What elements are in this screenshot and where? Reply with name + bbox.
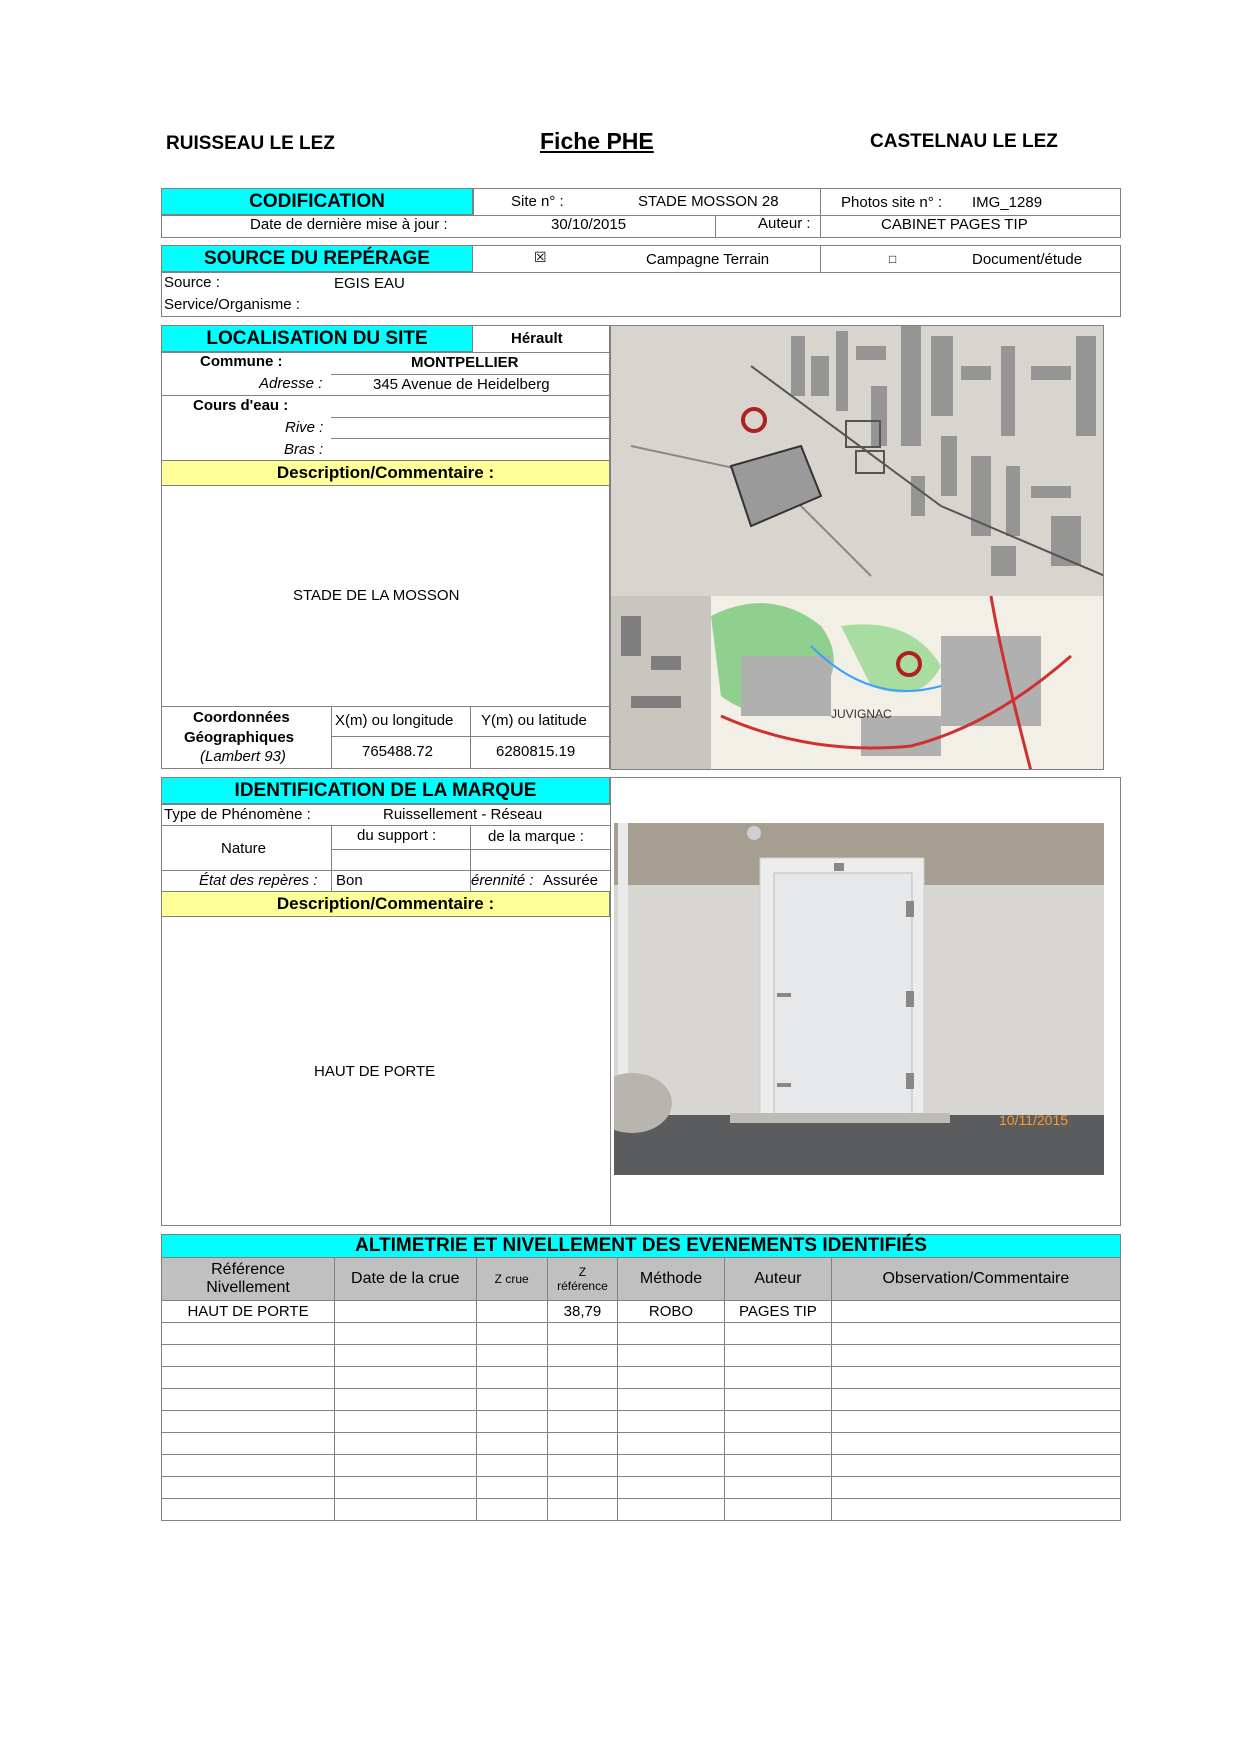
header-z-reference: Z référence (547, 1258, 617, 1301)
cell-observation (831, 1477, 1120, 1499)
table-row (162, 1345, 1121, 1367)
cell-reference (162, 1323, 335, 1345)
identification-desc-title: Description/Commentaire : (161, 891, 610, 917)
source-title: SOURCE DU REPÉRAGE (161, 245, 473, 272)
table-row (162, 1301, 1121, 1323)
rive-label: Rive : (285, 419, 324, 436)
table-row (162, 1455, 1121, 1477)
cell-z-crue (476, 1301, 547, 1323)
site-photo (614, 823, 1104, 1175)
photos-label: Photos site n° : (841, 194, 943, 211)
identification-title: IDENTIFICATION DE LA MARQUE (161, 777, 610, 804)
cell-reference (162, 1433, 335, 1455)
cell-reference (162, 1411, 335, 1433)
support-label: du support : (357, 827, 437, 844)
cell-methode (618, 1411, 725, 1433)
auteur-label: Auteur : (758, 215, 811, 232)
cell-reference (162, 1455, 335, 1477)
cell-date-crue (335, 1367, 477, 1389)
photo-date-stamp: 10/11/2015 (999, 1112, 1069, 1128)
cell-auteur (724, 1499, 831, 1521)
cell-reference (162, 1367, 335, 1389)
cell-z-crue (476, 1499, 547, 1521)
cell-methode (618, 1389, 725, 1411)
adresse-value: 345 Avenue de Heidelberg (373, 376, 550, 393)
service-label: Service/Organisme : (164, 296, 300, 313)
cell-z-reference (547, 1345, 617, 1367)
page-title: Fiche PHE (540, 128, 654, 154)
header-commune: CASTELNAU LE LEZ (870, 131, 1058, 152)
site-value: STADE MOSSON 28 (638, 193, 779, 210)
header-observation: Observation/Commentaire (831, 1258, 1120, 1301)
cell-auteur (724, 1411, 831, 1433)
table-row (162, 1499, 1121, 1521)
cell-z-reference (547, 1367, 617, 1389)
cell-z-crue (476, 1433, 547, 1455)
map-svg (611, 326, 1104, 770)
cell-z-crue (476, 1389, 547, 1411)
etat-value: Bon (336, 872, 363, 889)
y-value: 6280815.19 (496, 743, 576, 760)
nature-label: Nature (221, 840, 267, 857)
cell-z-reference (547, 1455, 617, 1477)
cell-observation (831, 1455, 1120, 1477)
source-label: Source : (164, 274, 220, 291)
table-row (162, 1389, 1121, 1411)
cell-methode (618, 1499, 725, 1521)
cell-z-crue (476, 1345, 547, 1367)
altimetrie-table (161, 1257, 1121, 1521)
header-z-crue: Z crue (476, 1258, 547, 1301)
cell-reference: HAUT DE PORTE (162, 1301, 335, 1323)
campagne-label: Campagne Terrain (646, 251, 770, 268)
x-label: X(m) ou longitude (335, 712, 454, 729)
cell-auteur: PAGES TIP (724, 1301, 831, 1323)
altimetrie-header-row (162, 1258, 1121, 1301)
cell-methode (618, 1433, 725, 1455)
cell-z-reference (547, 1323, 617, 1345)
cell-date-crue (335, 1301, 477, 1323)
cell-z-crue (476, 1411, 547, 1433)
cell-date-crue (335, 1499, 477, 1521)
cell-z-crue (476, 1367, 547, 1389)
cell-date-crue (335, 1323, 477, 1345)
commune-value: MONTPELLIER (411, 354, 519, 371)
cell-observation (831, 1389, 1120, 1411)
marque-label: de la marque : (488, 828, 584, 845)
perennite-label: érennité : (471, 872, 534, 889)
cell-reference (162, 1499, 335, 1521)
date-value: 30/10/2015 (551, 216, 627, 233)
cell-methode (618, 1367, 725, 1389)
cell-date-crue (335, 1389, 477, 1411)
cell-z-crue (476, 1323, 547, 1345)
table-row (162, 1433, 1121, 1455)
cell-z-reference (547, 1389, 617, 1411)
cell-methode (618, 1477, 725, 1499)
table-row (162, 1367, 1121, 1389)
cell-observation (831, 1433, 1120, 1455)
table-row (162, 1411, 1121, 1433)
y-label: Y(m) ou latitude (481, 712, 587, 729)
x-value: 765488.72 (362, 743, 433, 760)
identification-desc-value: HAUT DE PORTE (314, 1063, 436, 1080)
photos-value: IMG_1289 (972, 194, 1043, 211)
localisation-title: LOCALISATION DU SITE (161, 325, 473, 352)
coord-label-1: Coordonnées (193, 709, 290, 726)
cell-z-crue (476, 1455, 547, 1477)
auteur-value: CABINET PAGES TIP (881, 216, 1028, 233)
map-inset-label: JUVIGNAC (831, 707, 892, 721)
perennite-value: Assurée (543, 872, 599, 889)
header-river: RUISSEAU LE LEZ (166, 133, 335, 154)
cell-date-crue (335, 1477, 477, 1499)
location-map (610, 325, 1104, 770)
cell-z-reference: 38,79 (547, 1301, 617, 1323)
cell-reference (162, 1389, 335, 1411)
etat-label: État des repères : (199, 872, 318, 889)
table-row (162, 1323, 1121, 1345)
cell-auteur (724, 1433, 831, 1455)
cell-methode (618, 1455, 725, 1477)
document-checkbox[interactable]: □ (889, 252, 897, 266)
cell-reference (162, 1345, 335, 1367)
cell-date-crue (335, 1433, 477, 1455)
cell-z-reference (547, 1411, 617, 1433)
coord-label-3: (Lambert 93) (200, 748, 286, 765)
cell-methode (618, 1323, 725, 1345)
cell-observation (831, 1499, 1120, 1521)
cell-observation (831, 1411, 1120, 1433)
cell-reference (162, 1477, 335, 1499)
type-value: Ruissellement - Réseau (383, 806, 543, 823)
cours-eau-label: Cours d'eau : (193, 397, 289, 414)
departement-value: Hérault (511, 330, 563, 347)
bras-label: Bras : (284, 441, 324, 458)
cell-methode (618, 1345, 725, 1367)
cell-observation (831, 1301, 1120, 1323)
header-methode: Méthode (618, 1258, 725, 1301)
cell-auteur (724, 1323, 831, 1345)
header-auteur: Auteur (724, 1258, 831, 1301)
coord-label-2: Géographiques (184, 729, 295, 746)
adresse-label: Adresse : (259, 375, 323, 392)
cell-auteur (724, 1477, 831, 1499)
localisation-desc-title: Description/Commentaire : (161, 460, 610, 486)
cell-observation (831, 1367, 1120, 1389)
cell-z-reference (547, 1477, 617, 1499)
cell-auteur (724, 1389, 831, 1411)
service-value: EGIS EAU (334, 275, 405, 292)
cell-auteur (724, 1455, 831, 1477)
cell-observation (831, 1345, 1120, 1367)
cell-z-reference (547, 1433, 617, 1455)
codification-title: CODIFICATION (161, 188, 473, 215)
document-label: Document/étude (972, 251, 1083, 268)
header-reference: Référence Nivellement (162, 1258, 335, 1301)
table-row (162, 1477, 1121, 1499)
cell-date-crue (335, 1411, 477, 1433)
cell-z-reference (547, 1499, 617, 1521)
cell-auteur (724, 1345, 831, 1367)
cell-date-crue (335, 1455, 477, 1477)
cell-methode: ROBO (618, 1301, 725, 1323)
cell-date-crue (335, 1345, 477, 1367)
cell-z-crue (476, 1477, 547, 1499)
altimetrie-title: ALTIMETRIE ET NIVELLEMENT DES EVENEMENTS IDENTIFIÉS (161, 1234, 1121, 1258)
type-label: Type de Phénomène : (164, 806, 311, 823)
campagne-checkbox[interactable]: ☒ (534, 249, 547, 265)
localisation-desc-value: STADE DE LA MOSSON (293, 587, 460, 604)
cell-observation (831, 1323, 1120, 1345)
header-date-crue: Date de la crue (335, 1258, 477, 1301)
commune-label: Commune : (200, 353, 283, 370)
photo-svg (614, 823, 1104, 1175)
site-label: Site n° : (511, 193, 564, 210)
cell-auteur (724, 1367, 831, 1389)
date-label: Date de dernière mise à jour : (250, 216, 448, 233)
